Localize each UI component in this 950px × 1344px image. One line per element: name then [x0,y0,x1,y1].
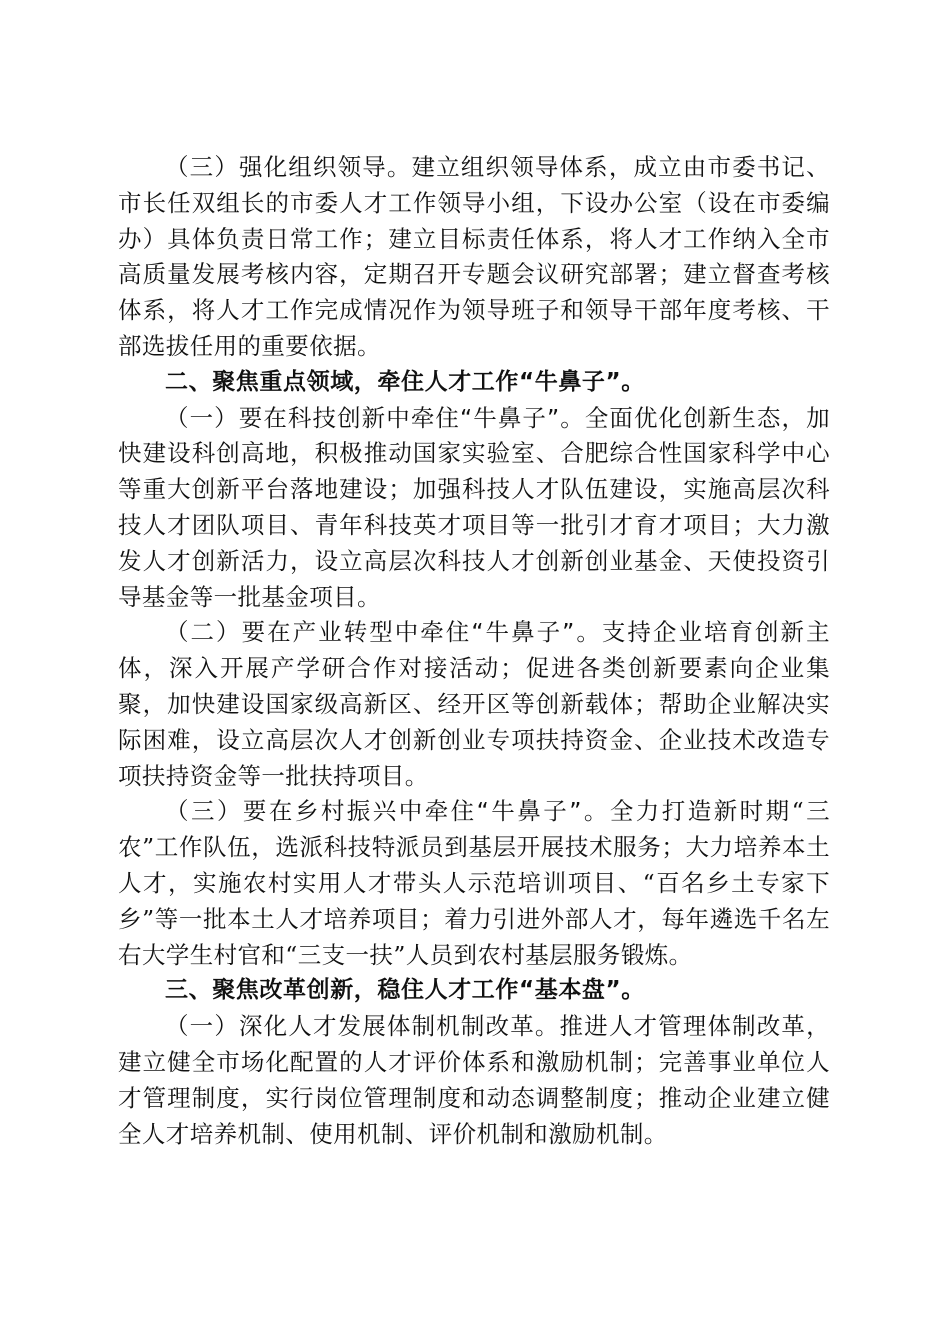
paragraph-lead: （三）强化组织领导。 [165,153,412,181]
paragraph-body: 支持企业培育创新主体，深入开展产学研合作对接活动；促进各类创新要素向企业集聚，加快建设国家级高新区、经开区等创新载体；帮助企业解决实际困难，设立高层次人才创新创业专项扶持资金、企业技术改造专项扶持资金等一批扶持项目。 [118,618,830,790]
section-heading-two: 二、聚焦重点领域，牵住人才工作“牛鼻子”。 [165,368,645,395]
paragraph-body: 全力打造新时期“三农”工作队伍，选派科技特派员到基层开展技术服务；大力培养本土人才，实施农村实用人才带头人示范培训项目、“百名乡土专家下乡”等一批本土人才培养项目；着力引进外部人才，每年遴选千名左右大学生村官和“三支一扶”人员到农村基层服务锻炼。 [118,797,830,969]
section-heading-three: 三、聚焦改革创新，稳住人才工作“基本盘”。 [165,977,645,1004]
paragraph-body: 推进人才管理体制改革，建立健全市场化配置的人才评价体系和激励机制；完善事业单位人才管理制度，实行岗位管理制度和动态调整制度；推动企业建立健全人才培养机制、使用机制、评价机制和激励机制。 [118,1012,830,1148]
paragraph-body: 全面优化创新生态，加快建设科创高地，积极推动国家实验室、合肥综合性国家科学中心等重大创新平台落地建设；加强科技人才队伍建设，实施高层次科技人才团队项目、青年科技英才项目等一批引才育才项目；大力激发人才创新活力，设立高层次科技人才创新创业基金、天使投资引导基金等一批基金项目。 [118,403,830,611]
paragraph-industry-transformation [118,615,830,794]
document-page [118,150,830,1152]
paragraph-lead: （一）深化人才发展体制机制改革。 [165,1012,560,1041]
paragraph-system-reform [118,1009,830,1152]
paragraph-rural-revitalization [118,794,830,973]
paragraph-tech-innovation [118,401,830,616]
paragraph-body: 建立组织领导体系，成立由市委书记、市长任双组长的市委人才工作领导小组，下设办公室（设在市委编办）具体负责日常工作；建立目标责任体系，将人才工作纳入全市高质量发展考核内容，定期召开专题会议研究部署；建立督查考核体系，将人才工作完成情况作为领导班子和领导干部年度考核、干部选拔任用的重要依据。 [118,153,830,360]
paragraph-lead: （一）要在科技创新中牵住“牛鼻子”。 [165,403,585,432]
paragraph-lead: （二）要在产业转型中牵住“牛鼻子”。 [165,618,602,647]
paragraph-organization-leadership [118,150,830,365]
paragraph-lead: （三）要在乡村振兴中牵住“牛鼻子”。 [165,797,610,826]
